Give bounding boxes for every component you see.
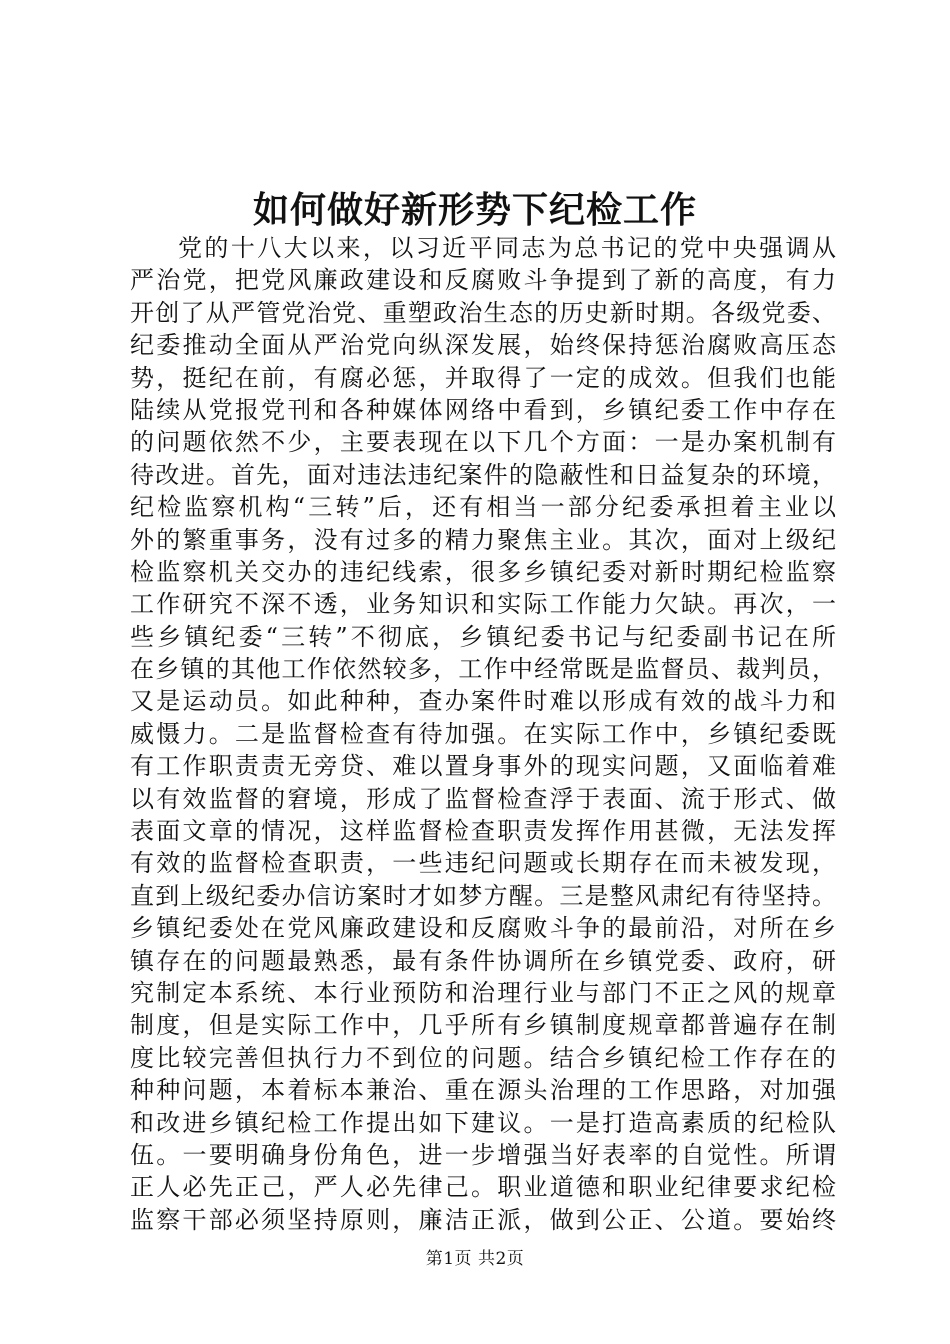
text-line: 乡镇纪委处在党风廉政建设和反腐败斗争的最前沿，对所在乡 — [130, 914, 836, 943]
text-line: 威慑力。二是监督检查有待加强。在实际工作中，乡镇纪委既 — [130, 719, 836, 748]
text-line: 正人必先正己，严人必先律己。职业道德和职业纪律要求纪检 — [130, 1173, 836, 1202]
page-title: 如何做好新形势下纪检工作 — [252, 189, 697, 231]
text-line: 监察干部必须坚持原则，廉洁正派，做到公正、公道。要始终 — [130, 1205, 836, 1234]
text-line: 在乡镇的其他工作依然较多，工作中经常既是监督员、裁判员， — [130, 655, 836, 684]
text-line: 究制定本系统、本行业预防和治理行业与部门不正之风的规章 — [130, 978, 836, 1007]
text-line: 直到上级纪委办信访案时才如梦方醒。三是整风肃纪有待坚持。 — [130, 881, 836, 910]
text-line: 严治党，把党风廉政建设和反腐败斗争提到了新的高度，有力 — [130, 266, 836, 295]
text-line: 待改进。首先，面对违法违纪案件的隐蔽性和日益复杂的环境， — [130, 460, 836, 489]
text-line: 纪检监察机构“三转”后，还有相当一部分纪委承担着主业以 — [130, 493, 836, 522]
text-line: 外的繁重事务，没有过多的精力聚焦主业。其次，面对上级纪 — [130, 525, 836, 554]
text-line: 纪委推动全面从严治党向纵深发展，始终保持惩治腐败高压态 — [130, 331, 836, 360]
text-line: 又是运动员。如此种种，查办案件时难以形成有效的战斗力和 — [130, 687, 836, 716]
text-line: 开创了从严管党治党、重塑政治生态的历史新时期。各级党委、 — [130, 298, 836, 327]
text-line: 伍。一要明确身份角色，进一步增强当好表率的自觉性。所谓 — [130, 1140, 836, 1169]
text-line: 势，挺纪在前，有腐必惩，并取得了一定的成效。但我们也能 — [130, 363, 836, 392]
text-line: 和改进乡镇纪检工作提出如下建议。一是打造高素质的纪检队 — [130, 1108, 836, 1137]
text-line: 有工作职责责无旁贷、难以置身事外的现实问题，又面临着难 — [130, 752, 836, 781]
document-body — [130, 232, 836, 1236]
text-line: 镇存在的问题最熟悉，最有条件协调所在乡镇党委、政府，研 — [130, 946, 836, 975]
text-line: 的问题依然不少，主要表现在以下几个方面：一是办案机制有 — [130, 428, 836, 457]
text-line: 制度，但是实际工作中，几乎所有乡镇制度规章都普遍存在制 — [130, 1011, 836, 1040]
page-footer: 第1页 共2页 — [425, 1249, 525, 1269]
text-line: 党的十八大以来，以习近平同志为总书记的党中央强调从 — [178, 234, 836, 262]
text-line: 陆续从党报党刊和各种媒体网络中看到，乡镇纪委工作中存在 — [130, 395, 836, 424]
text-line: 检监察机关交办的违纪线索，很多乡镇纪委对新时期纪检监察 — [130, 557, 836, 586]
text-line: 有效的监督检查职责，一些违纪问题或长期存在而未被发现， — [130, 849, 836, 878]
text-line: 度比较完善但执行力不到位的问题。结合乡镇纪检工作存在的 — [130, 1043, 836, 1072]
text-line: 表面文章的情况，这样监督检查职责发挥作用甚微，无法发挥 — [130, 817, 836, 846]
text-line: 以有效监督的窘境，形成了监督检查浮于表面、流于形式、做 — [130, 784, 836, 813]
text-line: 种种问题，本着标本兼治、重在源头治理的工作思路，对加强 — [130, 1076, 836, 1105]
text-line: 工作研究不深不透，业务知识和实际工作能力欠缺。再次，一 — [130, 590, 836, 619]
text-line: 些乡镇纪委“三转”不彻底，乡镇纪委书记与纪委副书记在所 — [130, 622, 836, 651]
